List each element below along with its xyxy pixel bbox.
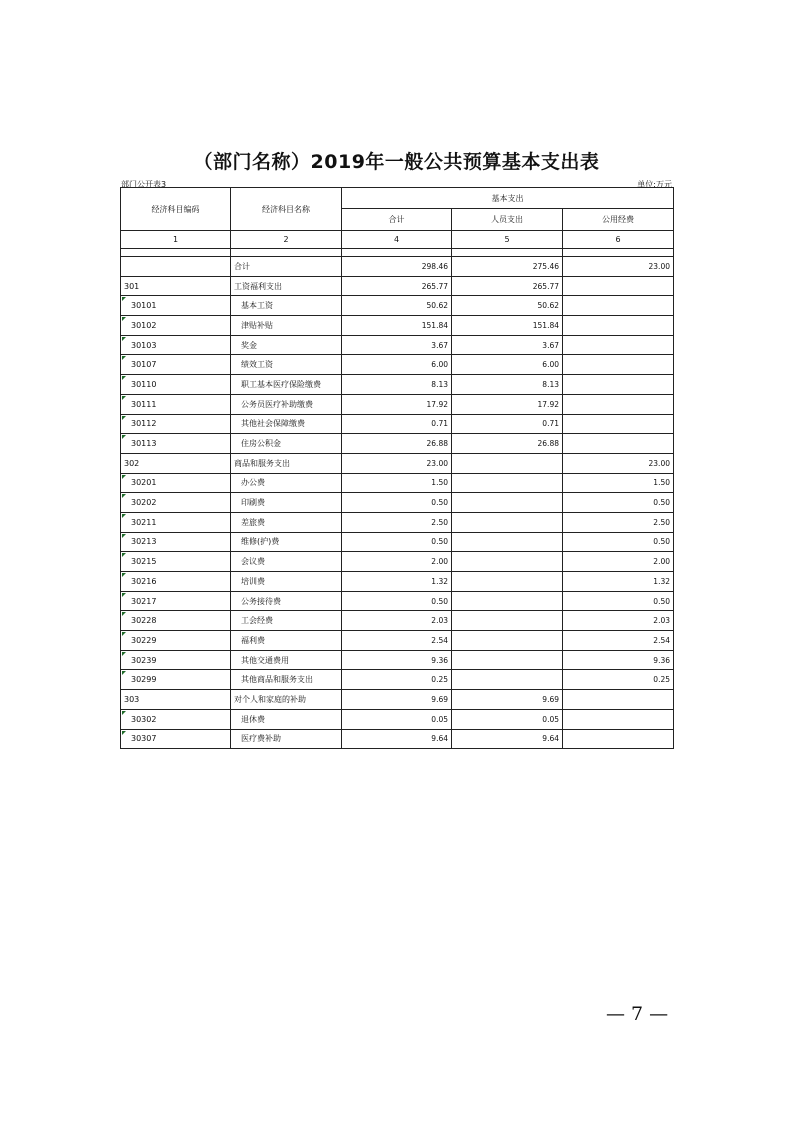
row-public: 23.00 xyxy=(563,257,674,277)
spacer-cell xyxy=(452,249,563,257)
row-code: 30299 xyxy=(121,670,231,690)
row-total: 2.00 xyxy=(342,552,452,572)
row-name: 其他商品和服务支出 xyxy=(231,670,342,690)
row-total: 0.50 xyxy=(342,532,452,552)
table-row xyxy=(121,493,674,513)
row-name: 基本工资 xyxy=(231,296,342,316)
row-public xyxy=(563,276,674,296)
row-name: 福利费 xyxy=(231,631,342,651)
row-public xyxy=(563,296,674,316)
row-total: 17.92 xyxy=(342,394,452,414)
row-total: 9.36 xyxy=(342,650,452,670)
header-code: 经济科目编码 xyxy=(121,188,231,231)
row-total: 151.84 xyxy=(342,316,452,336)
row-total: 1.32 xyxy=(342,572,452,592)
row-public xyxy=(563,316,674,336)
table-row xyxy=(121,572,674,592)
row-personnel: 8.13 xyxy=(452,375,563,395)
row-personnel: 275.46 xyxy=(452,257,563,277)
row-personnel xyxy=(452,493,563,513)
row-public: 1.50 xyxy=(563,473,674,493)
row-code: 30103 xyxy=(121,335,231,355)
row-public xyxy=(563,709,674,729)
row-name: 合计 xyxy=(231,257,342,277)
row-personnel xyxy=(452,611,563,631)
row-personnel xyxy=(452,532,563,552)
row-name: 公务员医疗补助缴费 xyxy=(231,394,342,414)
row-personnel: 6.00 xyxy=(452,355,563,375)
row-total: 298.46 xyxy=(342,257,452,277)
header-public: 公用经费 xyxy=(563,209,674,231)
row-public: 0.50 xyxy=(563,591,674,611)
row-personnel: 9.64 xyxy=(452,729,563,749)
row-name: 工会经费 xyxy=(231,611,342,631)
column-index: 1 xyxy=(121,231,231,249)
row-public xyxy=(563,375,674,395)
row-name: 津贴补贴 xyxy=(231,316,342,336)
row-name: 其他社会保障缴费 xyxy=(231,414,342,434)
row-code: 30201 xyxy=(121,473,231,493)
table-row xyxy=(121,631,674,651)
table-row xyxy=(121,690,674,710)
table-row xyxy=(121,414,674,434)
row-public xyxy=(563,414,674,434)
table-row xyxy=(121,552,674,572)
spacer-cell xyxy=(231,249,342,257)
page-title: （部门名称）2019年一般公共预算基本支出表 xyxy=(193,151,600,173)
row-public xyxy=(563,394,674,414)
row-total: 9.69 xyxy=(342,690,452,710)
row-code: 30102 xyxy=(121,316,231,336)
spacer-cell xyxy=(121,249,231,257)
row-public: 0.25 xyxy=(563,670,674,690)
row-total: 0.50 xyxy=(342,493,452,513)
row-code: 30239 xyxy=(121,650,231,670)
table-row xyxy=(121,611,674,631)
row-code: 303 xyxy=(121,690,231,710)
row-name: 对个人和家庭的补助 xyxy=(231,690,342,710)
table-row xyxy=(121,729,674,749)
row-public xyxy=(563,355,674,375)
row-code xyxy=(121,257,231,277)
row-name: 公务接待费 xyxy=(231,591,342,611)
row-public xyxy=(563,690,674,710)
row-code: 30110 xyxy=(121,375,231,395)
row-personnel xyxy=(452,670,563,690)
header-name: 经济科目名称 xyxy=(231,188,342,231)
table-row xyxy=(121,650,674,670)
row-total: 3.67 xyxy=(342,335,452,355)
row-name: 奖金 xyxy=(231,335,342,355)
header-group: 基本支出 xyxy=(342,188,674,209)
table-row xyxy=(121,316,674,336)
row-name: 职工基本医疗保险缴费 xyxy=(231,375,342,395)
row-public: 2.54 xyxy=(563,631,674,651)
budget-table xyxy=(120,187,674,749)
row-total: 26.88 xyxy=(342,434,452,454)
row-personnel: 3.67 xyxy=(452,335,563,355)
row-total: 0.25 xyxy=(342,670,452,690)
spacer-cell xyxy=(342,249,452,257)
row-public: 2.03 xyxy=(563,611,674,631)
row-code: 30215 xyxy=(121,552,231,572)
table-row xyxy=(121,512,674,532)
row-code: 30217 xyxy=(121,591,231,611)
table-label: 部门公开表3 xyxy=(121,180,167,189)
row-total: 9.64 xyxy=(342,729,452,749)
table-row xyxy=(121,375,674,395)
row-code: 30228 xyxy=(121,611,231,631)
row-code: 30216 xyxy=(121,572,231,592)
row-name: 住房公积金 xyxy=(231,434,342,454)
row-public xyxy=(563,729,674,749)
spacer-cell xyxy=(563,249,674,257)
table-header xyxy=(121,188,674,257)
table-row xyxy=(121,473,674,493)
table-row xyxy=(121,394,674,414)
row-name: 印刷费 xyxy=(231,493,342,513)
table-row xyxy=(121,355,674,375)
row-name: 医疗费补助 xyxy=(231,729,342,749)
row-code: 30101 xyxy=(121,296,231,316)
row-code: 30307 xyxy=(121,729,231,749)
row-personnel: 26.88 xyxy=(452,434,563,454)
table-row xyxy=(121,532,674,552)
row-personnel xyxy=(452,453,563,473)
row-code: 302 xyxy=(121,453,231,473)
row-personnel: 151.84 xyxy=(452,316,563,336)
row-code: 30112 xyxy=(121,414,231,434)
row-code: 30107 xyxy=(121,355,231,375)
row-public xyxy=(563,335,674,355)
unit-label: 单位:万元 xyxy=(637,180,672,189)
column-index: 2 xyxy=(231,231,342,249)
table-row xyxy=(121,257,674,277)
row-total: 8.13 xyxy=(342,375,452,395)
row-personnel xyxy=(452,473,563,493)
row-total: 2.54 xyxy=(342,631,452,651)
row-public: 9.36 xyxy=(563,650,674,670)
header-total: 合计 xyxy=(342,209,452,231)
column-index: 4 xyxy=(342,231,452,249)
row-total: 50.62 xyxy=(342,296,452,316)
row-code: 30302 xyxy=(121,709,231,729)
row-code: 30211 xyxy=(121,512,231,532)
row-name: 其他交通费用 xyxy=(231,650,342,670)
row-total: 265.77 xyxy=(342,276,452,296)
row-name: 培训费 xyxy=(231,572,342,592)
table-row xyxy=(121,591,674,611)
row-personnel xyxy=(452,552,563,572)
row-code: 30229 xyxy=(121,631,231,651)
row-personnel: 17.92 xyxy=(452,394,563,414)
column-index: 5 xyxy=(452,231,563,249)
row-name: 会议费 xyxy=(231,552,342,572)
row-total: 0.71 xyxy=(342,414,452,434)
table-row xyxy=(121,434,674,454)
row-personnel xyxy=(452,650,563,670)
row-personnel xyxy=(452,591,563,611)
row-public: 1.32 xyxy=(563,572,674,592)
table-row xyxy=(121,296,674,316)
row-personnel xyxy=(452,512,563,532)
table-row xyxy=(121,709,674,729)
row-total: 6.00 xyxy=(342,355,452,375)
row-personnel xyxy=(452,572,563,592)
row-total: 0.05 xyxy=(342,709,452,729)
row-personnel xyxy=(452,631,563,651)
row-name: 商品和服务支出 xyxy=(231,453,342,473)
row-name: 办公费 xyxy=(231,473,342,493)
row-name: 绩效工资 xyxy=(231,355,342,375)
row-personnel: 50.62 xyxy=(452,296,563,316)
table-row xyxy=(121,670,674,690)
row-total: 2.03 xyxy=(342,611,452,631)
row-name: 退休费 xyxy=(231,709,342,729)
column-index: 6 xyxy=(563,231,674,249)
page-number: — 7 — xyxy=(606,1003,669,1025)
row-name: 工资福利支出 xyxy=(231,276,342,296)
row-public: 2.50 xyxy=(563,512,674,532)
row-code: 301 xyxy=(121,276,231,296)
row-code: 30113 xyxy=(121,434,231,454)
header-personnel: 人员支出 xyxy=(452,209,563,231)
row-code: 30111 xyxy=(121,394,231,414)
row-total: 23.00 xyxy=(342,453,452,473)
table-row xyxy=(121,335,674,355)
row-personnel: 0.05 xyxy=(452,709,563,729)
table-body xyxy=(121,257,674,749)
row-total: 1.50 xyxy=(342,473,452,493)
row-personnel: 265.77 xyxy=(452,276,563,296)
row-public: 23.00 xyxy=(563,453,674,473)
row-personnel: 0.71 xyxy=(452,414,563,434)
row-code: 30213 xyxy=(121,532,231,552)
row-personnel: 9.69 xyxy=(452,690,563,710)
row-public: 0.50 xyxy=(563,532,674,552)
row-name: 维修(护)费 xyxy=(231,532,342,552)
table-row xyxy=(121,276,674,296)
row-total: 2.50 xyxy=(342,512,452,532)
row-public: 2.00 xyxy=(563,552,674,572)
row-code: 30202 xyxy=(121,493,231,513)
table-row xyxy=(121,453,674,473)
row-total: 0.50 xyxy=(342,591,452,611)
row-public: 0.50 xyxy=(563,493,674,513)
row-public xyxy=(563,434,674,454)
row-name: 差旅费 xyxy=(231,512,342,532)
